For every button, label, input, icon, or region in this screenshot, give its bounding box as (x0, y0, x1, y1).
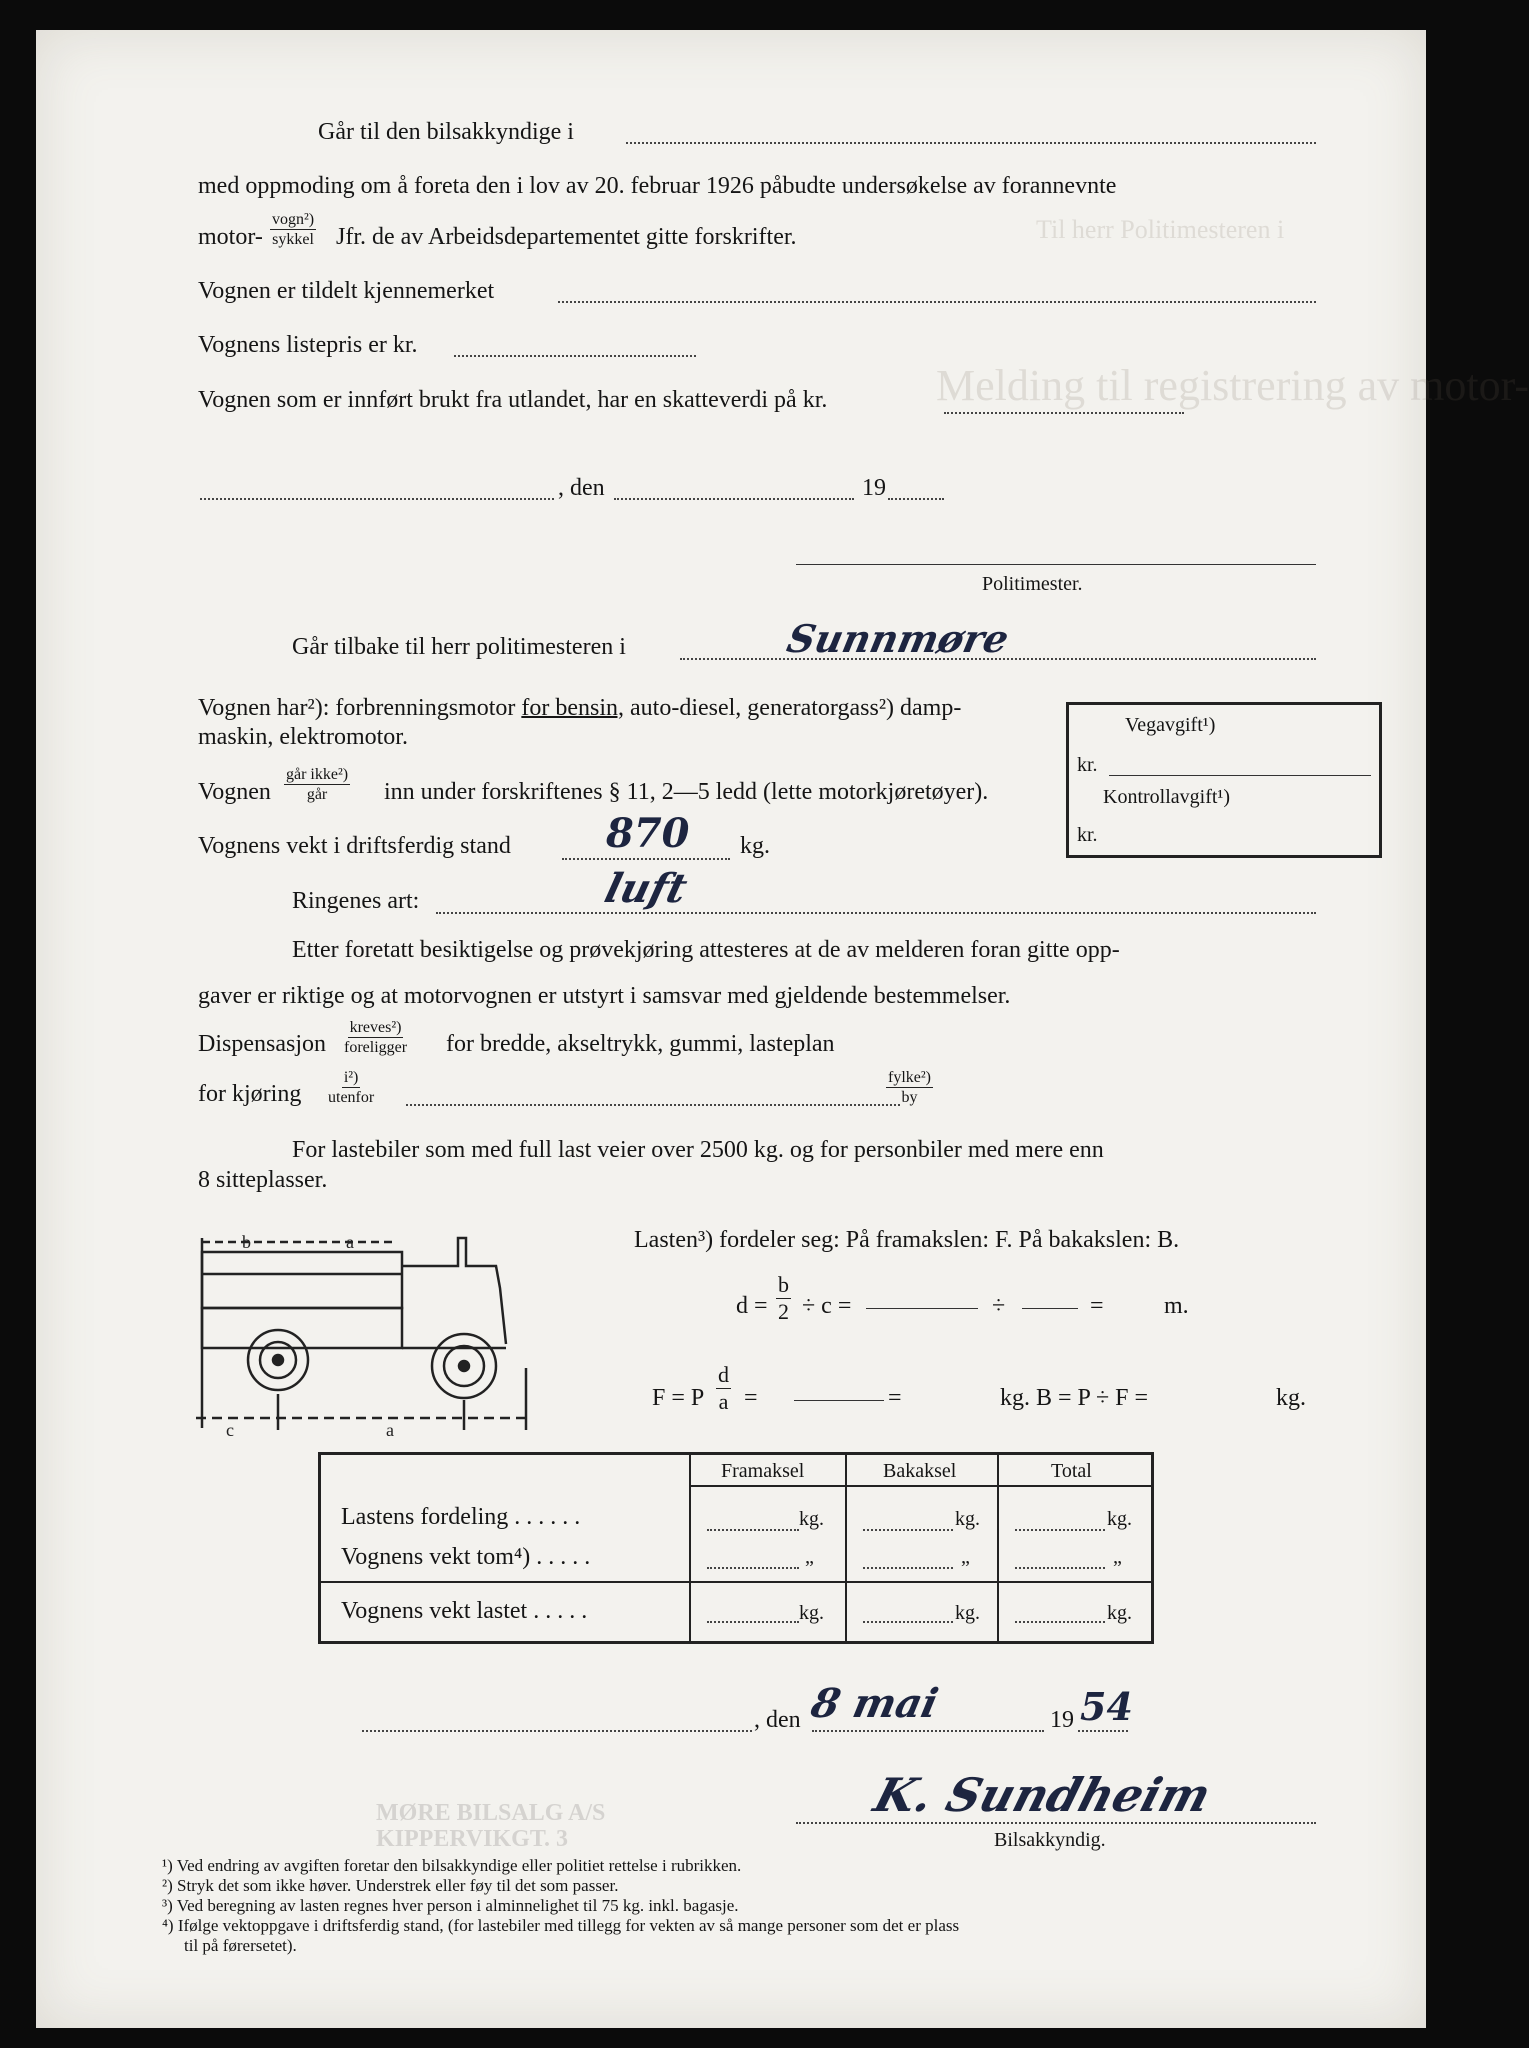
bleed-through: Til herr Politimesteren i (1036, 215, 1285, 244)
vognen-har-post: auto-diesel, generatorgass²) damp- (630, 695, 962, 721)
vognen-har-underlined: for bensin, (521, 695, 625, 721)
row-cell-field[interactable] (863, 1529, 953, 1531)
truck-diagram (196, 1218, 616, 1458)
kjoring-frac-num: i²) (343, 1069, 359, 1086)
formula-d-post: ÷ c = (802, 1293, 852, 1319)
vegavgift-label: Vegavgift¹) (1125, 714, 1216, 736)
truck-cab (402, 1238, 506, 1344)
kr2-label: kr. (1077, 824, 1098, 846)
header-total: Total (1051, 1460, 1092, 1482)
formula-F-eq2: = (888, 1385, 902, 1411)
bottom-date-field[interactable] (812, 1730, 1044, 1732)
lastebiler-line1: For lastebiler som med full last veier over 2500 kg. og for personbiler med mere enn (292, 1137, 1104, 1163)
kjoring-frac-den: utenfor (328, 1089, 375, 1106)
disp-suffix: for bredde, akseltrykk, gummi, lasteplan (446, 1031, 835, 1057)
formula-F-eq: = (744, 1385, 758, 1411)
vekt-unit: kg. (740, 833, 770, 859)
footnote-1: ¹) Ved endring av avgiften foretar den bilsakkyndige eller politiet rettelse i rubrikken. (162, 1856, 742, 1875)
vognen-har-line2: maskin, elektromotor. (198, 724, 408, 750)
header-bakaksel: Bakaksel (883, 1460, 957, 1482)
listepris-label: Vognens listepris er kr. (198, 332, 418, 358)
bottom-year-handwriting: 54 (1080, 1684, 1133, 1729)
ringenes-handwriting: luft (600, 865, 692, 912)
vekt-field[interactable] (562, 858, 730, 860)
row-cell-field[interactable] (863, 1567, 953, 1569)
avgift-box (1066, 702, 1382, 858)
svg-text:a: a (386, 1420, 394, 1440)
vognen-har-line1 (198, 694, 961, 722)
gar-fraction (284, 765, 350, 804)
row-cell-field[interactable] (1015, 1621, 1105, 1623)
formula-F-fraction (716, 1362, 731, 1415)
bilsakkyndig-label: Bilsakkyndig. (994, 1829, 1106, 1851)
disp-prefix: Dispensasjon (198, 1031, 326, 1057)
formula-d-field2[interactable] (1022, 1308, 1078, 1309)
row-cell-field[interactable] (1015, 1567, 1105, 1569)
disp-frac-den: foreligger (344, 1039, 408, 1056)
row-cell-unit: „ (961, 1546, 970, 1568)
ringenes-label: Ringenes art: (292, 888, 420, 914)
footnote-4: ⁴) Ifølge vektoppgave i driftsferdig stand, (for lastebiler med tillegg for vekten av så mange personer som det er plass (162, 1916, 960, 1935)
formula-d-field1[interactable] (866, 1308, 978, 1309)
vekt-handwriting: 870 (606, 810, 690, 857)
row-cell-field[interactable] (707, 1567, 799, 1569)
row-cell-field[interactable] (707, 1529, 799, 1531)
signature-handwriting: K. Sundheim (868, 1768, 1217, 1822)
formula-d-num: b (778, 1272, 789, 1297)
lastebiler-line2: 8 sitteplasser. (198, 1167, 328, 1193)
footnote-3: ³) Ved beregning av lasten regnes hver person i alminnelighet til 75 kg. inkl. bagasje. (162, 1896, 739, 1915)
bottom-den-label: , den (754, 1707, 801, 1733)
bottom-place-field[interactable] (362, 1730, 752, 1732)
row-cell-unit: „ (805, 1546, 814, 1568)
year-field[interactable] (888, 498, 944, 500)
footnote-2: ²) Stryk det som ikke høver. Understrek eller føy til det som passer. (162, 1876, 619, 1895)
gar-prefix: Vognen (198, 779, 271, 805)
formula-eq: = (1090, 1293, 1104, 1319)
motor-suffix: Jfr. de av Arbeidsdepartementet gitte forskrifter. (336, 224, 797, 250)
kjennemerke-field[interactable] (558, 301, 1316, 303)
kjennemerke-label: Vognen er tildelt kjennemerket (198, 278, 495, 304)
row-cell-field[interactable] (707, 1621, 799, 1623)
kr1-label: kr. (1077, 754, 1098, 776)
bleed-through: Melding til registrering av motor- (936, 361, 1529, 410)
bilsakkyndig-signature-field[interactable] (796, 1822, 1316, 1824)
row-cell-unit: „ (1113, 1546, 1122, 1568)
formula-m: m. (1164, 1293, 1189, 1319)
weight-table (318, 1452, 1154, 1644)
gar-suffix: inn under forskriftenes § 11, 2—5 ledd (lette motorkjøretøyer). (384, 779, 989, 805)
place-field[interactable] (200, 498, 554, 500)
row-cell-unit: kg. (1107, 1602, 1132, 1624)
motor-frac-den: sykkel (272, 231, 314, 248)
row-label: Lastens fordeling . . . . . . (341, 1504, 581, 1530)
lasten-text: Lasten³) fordeler seg: På framakslen: F. På bakakslen: B. (634, 1227, 1180, 1253)
gar-frac-num: går ikke²) (286, 766, 349, 783)
politimester-label: Politimester. (982, 573, 1083, 595)
attest-line2: gaver er riktige og at motorvognen er utstyrt i samsvar med gjeldende bestemmelser. (198, 983, 1011, 1009)
formula-F: F = P (652, 1385, 705, 1411)
formula-F-den: a (718, 1389, 729, 1414)
row-label: Vognens vekt lastet . . . . . (341, 1598, 588, 1624)
faded-stamp: MØRE BILSALG A/S KIPPERVIKGT. 3 (376, 1800, 606, 1852)
kontrollavgift-label: Kontrollavgift¹) (1103, 786, 1231, 808)
skatteverdi-field[interactable] (944, 412, 1184, 414)
fylke-frac-num: fylke²) (888, 1069, 931, 1086)
vegavgift-field[interactable] (1109, 775, 1371, 776)
form-page (36, 30, 1529, 2028)
skatteverdi-label: Vognen som er innført brukt fra utlandet, har en skatteverdi på kr. (198, 387, 828, 413)
bottom-year-field[interactable] (1078, 1730, 1128, 1732)
fylke-fraction (886, 1068, 933, 1107)
row-label: Vognens vekt tom⁴) . . . . . (341, 1544, 591, 1570)
den-label: , den (558, 475, 605, 501)
row-cell-unit: kg. (955, 1602, 980, 1624)
motor-fraction (270, 210, 316, 249)
vekt-label: Vognens vekt i driftsferdig stand (198, 833, 511, 859)
formula-F-field1[interactable] (794, 1400, 884, 1401)
row-cell-unit: kg. (799, 1508, 824, 1530)
formula-div: ÷ (992, 1293, 1006, 1319)
motor-frac-num: vogn²) (272, 211, 315, 228)
row-cell-unit: kg. (955, 1508, 980, 1530)
oppmoding-text: med oppmoding om å foreta den i lov av 20. februar 1926 påbudte undersøkelse av forannevnte (198, 173, 1117, 199)
cargo-bed-top (202, 1252, 402, 1308)
tilbake-label: Går tilbake til herr politimesteren i (292, 634, 626, 660)
tilbake-handwriting: Sunnmøre (783, 616, 1013, 661)
header-framaksel: Framaksel (721, 1460, 805, 1482)
formula-kg1: kg. B = P ÷ F = (1000, 1385, 1149, 1411)
formula-F-num: d (718, 1362, 729, 1387)
gar-frac-den: går (306, 786, 328, 803)
fylke-frac-den: by (901, 1089, 918, 1106)
row-cell-unit: kg. (799, 1602, 824, 1624)
attest-line1: Etter foretatt besiktigelse og prøvekjøring attesteres at de av melderen foran gitte opp- (292, 937, 1120, 963)
row-cell-field[interactable] (863, 1621, 953, 1623)
formula-d-den: 2 (778, 1299, 789, 1324)
disp-frac-num: kreves²) (349, 1019, 402, 1036)
kjoring-field[interactable] (406, 1104, 900, 1106)
svg-text:b: b (242, 1232, 251, 1252)
disp-fraction (342, 1018, 409, 1057)
kjoring-fraction (326, 1068, 376, 1107)
formula-d-pre: d = (736, 1293, 768, 1319)
bottom-date-handwriting: 8 mai (807, 1680, 943, 1727)
row-cell-field[interactable] (1015, 1529, 1105, 1531)
year-prefix: 19 (862, 475, 886, 501)
svg-text:c: c (226, 1420, 234, 1440)
motor-prefix: motor- (198, 224, 263, 250)
politimester-signature-line[interactable] (796, 564, 1316, 565)
formula-kg2: kg. (1276, 1385, 1306, 1411)
row-cell-unit: kg. (1107, 1508, 1132, 1530)
svg-text:a: a (346, 1232, 354, 1252)
kjoring-prefix: for kjøring (198, 1081, 302, 1107)
vognen-har-pre: Vognen har²): forbrenningsmotor (198, 695, 516, 721)
ringenes-field[interactable] (436, 912, 1316, 914)
bottom-year-prefix: 19 (1050, 1707, 1074, 1733)
listepris-field[interactable] (454, 355, 696, 357)
footnote-4-cont: til på førersetet). (184, 1936, 297, 1955)
gar-til-label: Går til den bilsakkyndige i (318, 119, 574, 145)
formula-d-fraction (776, 1272, 791, 1325)
gar-til-field[interactable] (626, 142, 1316, 144)
date-field[interactable] (614, 498, 854, 500)
